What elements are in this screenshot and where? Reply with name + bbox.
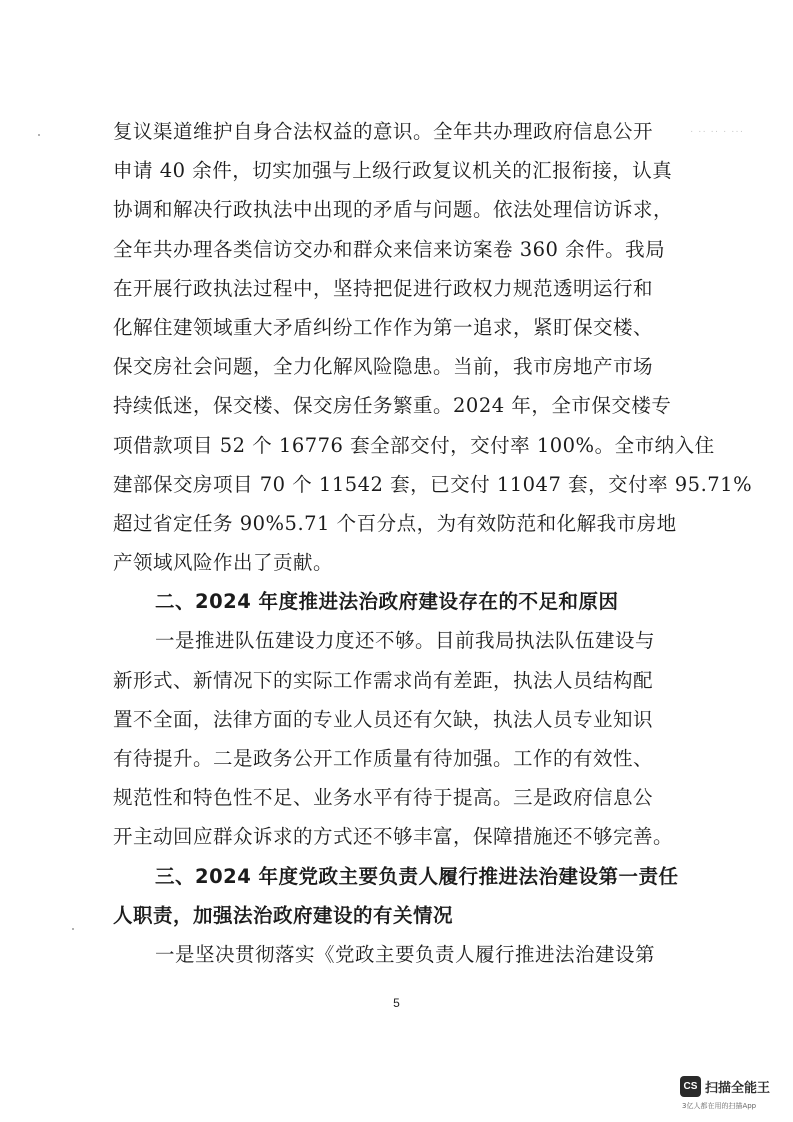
paragraph-line: 全年共办理各类信访交办和群众来信来访案卷 360 余件。我局	[113, 237, 666, 261]
watermark-tagline: 3亿人都在用的扫描App	[682, 1102, 757, 1110]
watermark-brand: 扫描全能王	[705, 1081, 771, 1096]
paragraph-line: 项借款项目 52 个 16776 套全部交付，交付率 100%。全市纳入住	[113, 433, 715, 457]
paragraph-line: 置不全面，法律方面的专业人员还有欠缺，执法人员专业知识	[113, 707, 654, 731]
paragraph-line: 超过省定任务 90%5.71 个百分点，为有效防范和化解我市房地	[113, 511, 677, 535]
scan-edge-noise: · ·· ·· · ···	[690, 126, 745, 137]
paragraph-line: 申请 40 余件，切实加强与上级行政复议机关的汇报衔接，认真	[113, 159, 673, 183]
section-heading: 二、2024 年度推进法治政府建设存在的不足和原因	[155, 590, 619, 614]
paragraph-line: 一是坚决贯彻落实《党政主要负责人履行推进法治建设第	[155, 942, 656, 966]
scan-speck	[38, 134, 40, 136]
paragraph-line: 一是推进队伍建设力度还不够。目前我局执法队伍建设与	[155, 629, 656, 653]
page-number: 5	[393, 996, 400, 1010]
paragraph-line: 规范性和特色性不足、业务水平有待于提高。三是政府信息公	[113, 786, 654, 810]
camscanner-logo-icon: CS	[680, 1076, 701, 1097]
section-heading: 三、2024 年度党政主要负责人履行推进法治建设第一责任	[155, 864, 679, 888]
paragraph-line: 协调和解决行政执法中出现的矛盾与问题。依法处理信访诉求，	[113, 198, 674, 222]
paragraph-line: 在开展行政执法过程中，坚持把促进行政权力规范透明运行和	[113, 276, 654, 300]
paragraph-line: 持续低迷，保交楼、保交房任务繁重。2024 年，全市保交楼专	[113, 394, 672, 418]
document-body	[113, 112, 753, 974]
paragraph-line: 建部保交房项目 70 个 11542 套，已交付 11047 套，交付率 95.71%	[113, 472, 753, 496]
paragraph-line: 产领域风险作出了贡献。	[113, 551, 334, 575]
paragraph-line: 新形式、新情况下的实际工作需求尚有差距，执法人员结构配	[113, 668, 654, 692]
paragraph-line: 保交房社会问题，全力化解风险隐患。当前，我市房地产市场	[113, 355, 654, 379]
scan-speck	[72, 928, 74, 930]
paragraph-line: 化解住建领域重大矛盾纠纷工作作为第一追求，紧盯保交楼、	[113, 315, 654, 339]
paragraph-line: 开主动回应群众诉求的方式还不够丰富，保障措施还不够完善。	[113, 825, 674, 849]
paragraph-line: 复议渠道维护自身合法权益的意识。全年共办理政府信息公开	[113, 120, 654, 143]
scanner-watermark	[678, 1068, 778, 1120]
section-heading-continuation: 人职责，加强法治政府建设的有关情况	[113, 903, 454, 927]
paragraph-line: 有待提升。二是政务公开工作质量有待加强。工作的有效性、	[113, 747, 654, 770]
